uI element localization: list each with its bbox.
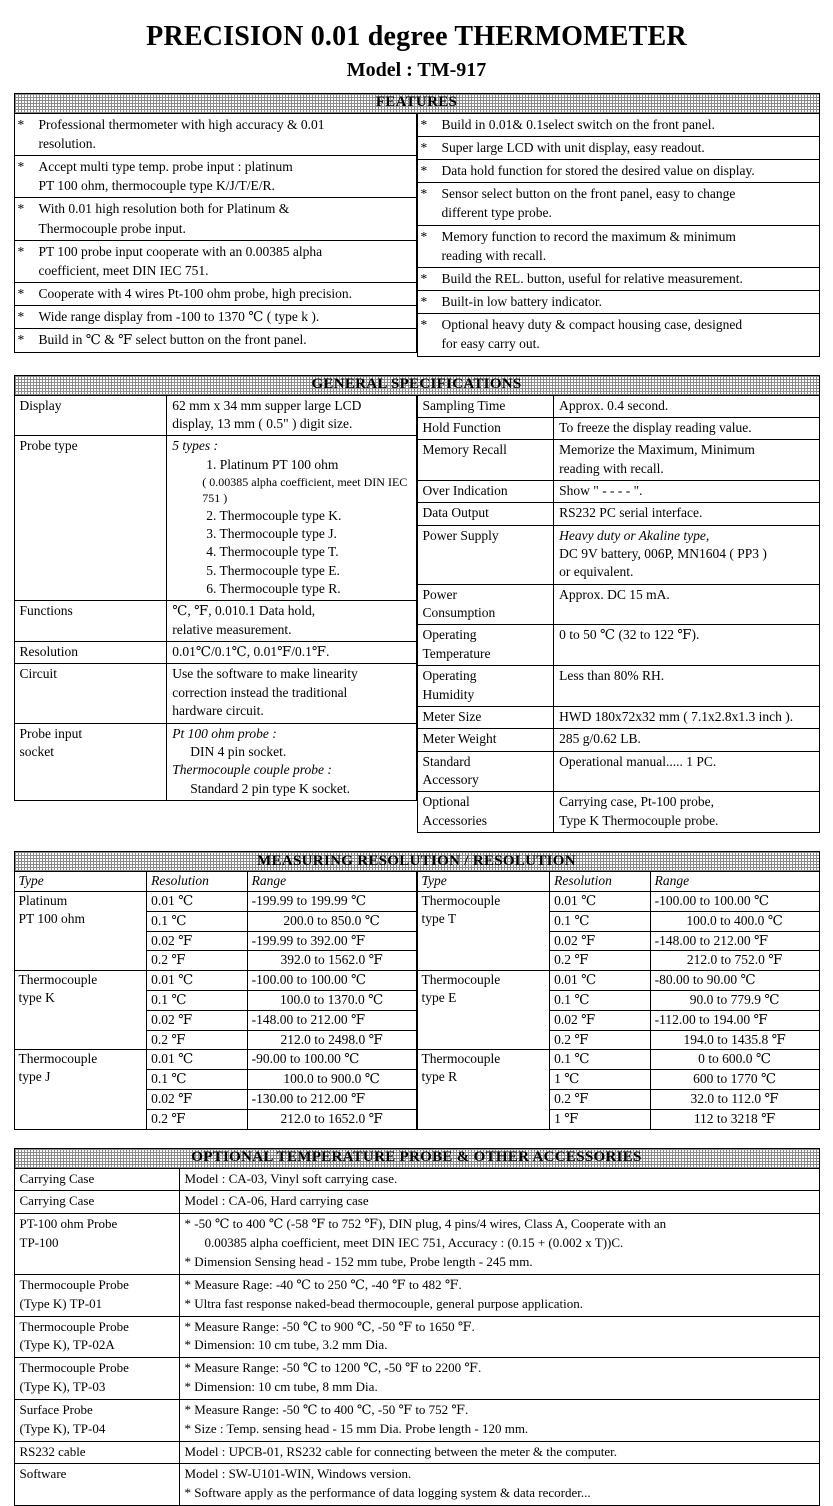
spec-value: Approx. DC 15 mA. bbox=[554, 584, 819, 625]
measuring-range-value: -112.00 to 194.00 ℉ bbox=[650, 1010, 819, 1030]
measuring-type: Thermocouple type R bbox=[417, 1050, 550, 1129]
spec-row bbox=[14, 664, 416, 723]
bullet-star-icon: * bbox=[14, 306, 36, 329]
accessory-description: Model : CA-06, Hard carrying case bbox=[179, 1191, 819, 1214]
spec-label: Power Consumption bbox=[417, 584, 554, 625]
measuring-header-range: Range bbox=[650, 872, 819, 892]
measuring-resolution-value: 0.2 ℉ bbox=[550, 951, 651, 971]
feature-row bbox=[14, 113, 416, 155]
feature-text: Wide range display from -100 to 1370 ℃ ( type k ). bbox=[36, 306, 417, 329]
features-columns bbox=[14, 113, 820, 357]
general-specifications-columns bbox=[14, 395, 820, 834]
measuring-range-value: -100.00 to 100.00 ℃ bbox=[650, 891, 819, 911]
accessory-label: RS232 cable bbox=[14, 1441, 179, 1464]
spec-row bbox=[417, 440, 819, 481]
feature-row bbox=[14, 240, 416, 282]
spec-row bbox=[14, 723, 416, 800]
measuring-header-type: Type bbox=[14, 872, 147, 892]
spec-value: 5 types : 1. Platinum PT 100 ohm ( 0.00385 alpha coefficient, meet DIN IEC 751 ) 2. Thermocouple type K. 3. Thermocouple type J. 4. Thermocouple type T. 5. Thermocouple type E. 6. Thermocouple type R. bbox=[167, 436, 416, 601]
feature-text: Sensor select button on the front panel, easy to change different type probe. bbox=[439, 183, 820, 225]
feature-text: Professional thermometer with high accuracy & 0.01 resolution. bbox=[36, 113, 417, 155]
spec-row bbox=[417, 395, 819, 417]
measuring-resolution-left-table bbox=[14, 871, 417, 1130]
feature-row bbox=[417, 183, 819, 225]
measuring-resolution-value: 0.02 ℉ bbox=[147, 931, 248, 951]
bullet-star-icon: * bbox=[14, 329, 36, 352]
feature-row bbox=[417, 267, 819, 290]
feature-text: With 0.01 high resolution both for Platinum & Thermocouple probe input. bbox=[36, 198, 417, 240]
spec-value: Heavy duty or Akaline type, DC 9V battery, 006P, MN1604 ( PP3 ) or equivalent. bbox=[554, 525, 819, 584]
spec-label: Resolution bbox=[14, 642, 167, 664]
accessory-label: Thermocouple Probe (Type K) TP-01 bbox=[14, 1274, 179, 1316]
measuring-resolution-value: 1 ℉ bbox=[550, 1109, 651, 1129]
spec-label: Operating Humidity bbox=[417, 666, 554, 707]
features-right-column bbox=[417, 113, 820, 357]
measuring-range-value: -130.00 to 212.00 ℉ bbox=[247, 1090, 416, 1110]
bullet-star-icon: * bbox=[417, 160, 439, 183]
measuring-resolution-banner bbox=[14, 851, 820, 871]
measuring-resolution-value: 0.1 ℃ bbox=[147, 911, 248, 931]
measuring-range-value: 112 to 3218 ℉ bbox=[650, 1109, 819, 1129]
bullet-star-icon: * bbox=[417, 314, 439, 356]
accessory-label: Carrying Case bbox=[14, 1191, 179, 1214]
measuring-type: Thermocouple type J bbox=[14, 1050, 147, 1129]
measuring-header-resolution: Resolution bbox=[147, 872, 248, 892]
feature-row bbox=[14, 156, 416, 198]
spec-label: Meter Weight bbox=[417, 729, 554, 751]
features-banner bbox=[14, 93, 820, 113]
feature-text: Cooperate with 4 wires Pt-100 ohm probe, high precision. bbox=[36, 283, 417, 306]
bullet-star-icon: * bbox=[417, 136, 439, 159]
measuring-range-value: -80.00 to 90.00 ℃ bbox=[650, 971, 819, 991]
bullet-star-icon: * bbox=[417, 225, 439, 267]
measuring-row bbox=[14, 971, 416, 991]
general-specifications-right-table bbox=[417, 395, 820, 834]
measuring-range-value: 32.0 to 112.0 ℉ bbox=[650, 1090, 819, 1110]
accessory-description: Model : SW-U101-WIN, Windows version. * Software apply as the performance of data logging system & data recorder... bbox=[179, 1464, 819, 1506]
measuring-resolution-value: 0.02 ℉ bbox=[550, 931, 651, 951]
optional-accessories-banner-label: OPTIONAL TEMPERATURE PROBE & OTHER ACCESSORIES bbox=[191, 1149, 642, 1166]
spec-label: Sampling Time bbox=[417, 395, 554, 417]
measuring-resolution-value: 1 ℃ bbox=[550, 1070, 651, 1090]
measuring-range-value: 212.0 to 2498.0 ℉ bbox=[247, 1030, 416, 1050]
measuring-resolution-value: 0.2 ℉ bbox=[550, 1090, 651, 1110]
accessory-description: Model : UPCB-01, RS232 cable for connecting between the meter & the computer. bbox=[179, 1441, 819, 1464]
measuring-resolution-value: 0.1 ℃ bbox=[550, 1050, 651, 1070]
measuring-row bbox=[417, 1050, 819, 1070]
features-left-column bbox=[14, 113, 417, 357]
accessory-row bbox=[14, 1399, 819, 1441]
spec-row bbox=[417, 729, 819, 751]
feature-row bbox=[417, 225, 819, 267]
measuring-header-type: Type bbox=[417, 872, 550, 892]
feature-row bbox=[14, 306, 416, 329]
general-specifications-right bbox=[417, 395, 820, 834]
measuring-resolution-value: 0.01 ℃ bbox=[147, 1050, 248, 1070]
features-right-table bbox=[417, 113, 820, 357]
measuring-resolution-right bbox=[417, 871, 820, 1130]
feature-row bbox=[14, 329, 416, 352]
measuring-row bbox=[417, 971, 819, 991]
measuring-row bbox=[14, 891, 416, 911]
spec-value: Use the software to make linearity correction instead the traditional hardware circuit. bbox=[167, 664, 416, 723]
measuring-type: Thermocouple type T bbox=[417, 891, 550, 970]
measuring-resolution-value: 0.01 ℃ bbox=[147, 971, 248, 991]
features-left-table bbox=[14, 113, 417, 353]
accessory-description: * Measure Range: -50 ℃ to 400 ℃, -50 ℉ to 752 ℉. * Size : Temp. sensing head - 15 mm Dia. Probe length - 120 mm. bbox=[179, 1399, 819, 1441]
bullet-star-icon: * bbox=[14, 283, 36, 306]
measuring-resolution-value: 0.01 ℃ bbox=[147, 891, 248, 911]
accessory-description: * Measure Range: -50 ℃ to 900 ℃, -50 ℉ to 1650 ℉. * Dimension: 10 cm tube, 3.2 mm Dia. bbox=[179, 1316, 819, 1358]
measuring-range-value: 194.0 to 1435.8 ℉ bbox=[650, 1030, 819, 1050]
spec-label: Optional Accessories bbox=[417, 792, 554, 833]
spec-label: Standard Accessory bbox=[417, 751, 554, 792]
measuring-resolution-value: 0.01 ℃ bbox=[550, 971, 651, 991]
feature-text: Build in ℃ & ℉ select button on the front panel. bbox=[36, 329, 417, 352]
accessory-label: Surface Probe (Type K), TP-04 bbox=[14, 1399, 179, 1441]
spec-label: Memory Recall bbox=[417, 440, 554, 481]
feature-text: Optional heavy duty & compact housing case, designed for easy carry out. bbox=[439, 314, 820, 356]
accessory-label: Carrying Case bbox=[14, 1168, 179, 1191]
spec-row bbox=[417, 706, 819, 728]
measuring-range-value: -199.99 to 199.99 ℃ bbox=[247, 891, 416, 911]
spec-row bbox=[14, 395, 416, 436]
accessory-label: PT-100 ohm Probe TP-100 bbox=[14, 1214, 179, 1275]
measuring-resolution-value: 0.2 ℉ bbox=[550, 1030, 651, 1050]
spec-value: 62 mm x 34 mm supper large LCD display, 13 mm ( 0.5" ) digit size. bbox=[167, 395, 416, 436]
feature-text: Built-in low battery indicator. bbox=[439, 291, 820, 314]
accessory-label: Thermocouple Probe (Type K), TP-03 bbox=[14, 1358, 179, 1400]
bullet-star-icon: * bbox=[417, 183, 439, 225]
spec-label: Operating Temperature bbox=[417, 625, 554, 666]
spec-value: Pt 100 ohm probe : DIN 4 pin socket. Thermocouple couple probe : Standard 2 pin type K socket. bbox=[167, 723, 416, 800]
spec-row bbox=[417, 525, 819, 584]
feature-text: Build the REL. button, useful for relative measurement. bbox=[439, 267, 820, 290]
accessory-row bbox=[14, 1441, 819, 1464]
features-banner-label: FEATURES bbox=[375, 94, 458, 111]
measuring-resolution-value: 0.02 ℉ bbox=[147, 1090, 248, 1110]
measuring-resolution-value: 0.02 ℉ bbox=[147, 1010, 248, 1030]
measuring-range-value: -148.00 to 212.00 ℉ bbox=[650, 931, 819, 951]
spec-label: Meter Size bbox=[417, 706, 554, 728]
measuring-resolution-value: 0.1 ℃ bbox=[147, 1070, 248, 1090]
spec-label: Data Output bbox=[417, 503, 554, 525]
measuring-resolution-banner-label: MEASURING RESOLUTION / RESOLUTION bbox=[257, 852, 576, 869]
measuring-resolution-value: 0.02 ℉ bbox=[550, 1010, 651, 1030]
feature-row bbox=[14, 283, 416, 306]
feature-row bbox=[417, 160, 819, 183]
accessory-row bbox=[14, 1214, 819, 1275]
feature-text: Build in 0.01& 0.1select switch on the front panel. bbox=[439, 113, 820, 136]
spec-label: Functions bbox=[14, 601, 167, 642]
measuring-resolution-value: 0.2 ℉ bbox=[147, 951, 248, 971]
bullet-star-icon: * bbox=[417, 267, 439, 290]
general-specifications-section bbox=[14, 375, 820, 834]
accessory-label: Thermocouple Probe (Type K), TP-02A bbox=[14, 1316, 179, 1358]
spec-value: Less than 80% RH. bbox=[554, 666, 819, 707]
bullet-star-icon: * bbox=[14, 240, 36, 282]
spec-label: Power Supply bbox=[417, 525, 554, 584]
measuring-resolution-value: 0.01 ℃ bbox=[550, 891, 651, 911]
page-title: PRECISION 0.01 degree THERMOMETER bbox=[146, 21, 687, 52]
measuring-range-value: 100.0 to 900.0 ℃ bbox=[247, 1070, 416, 1090]
spec-value: Show " - - - - ". bbox=[554, 480, 819, 502]
spec-value: 285 g/0.62 LB. bbox=[554, 729, 819, 751]
measuring-row bbox=[417, 891, 819, 911]
measuring-header-row bbox=[417, 872, 819, 892]
accessory-description: * -50 ℃ to 400 ℃ (-58 ℉ to 752 ℉), DIN plug, 4 pins/4 wires, Class A, Cooperate with an 0.00385 alpha coefficient, meet DIN IEC 751, Accuracy : (0.15 + (0.002 x T))C. * Dimension Sensing head - 152 mm tube, Probe length - 245 mm. bbox=[179, 1214, 819, 1275]
spec-value: Carrying case, Pt-100 probe, Type K Thermocouple probe. bbox=[554, 792, 819, 833]
measuring-range-value: 100.0 to 400.0 ℃ bbox=[650, 911, 819, 931]
general-specifications-left bbox=[14, 395, 417, 834]
spec-label: Probe input socket bbox=[14, 723, 167, 800]
spec-row bbox=[417, 480, 819, 502]
measuring-resolution-right-table bbox=[417, 871, 820, 1130]
measuring-header-row bbox=[14, 872, 416, 892]
measuring-type: Thermocouple type E bbox=[417, 971, 550, 1050]
general-specifications-banner bbox=[14, 375, 820, 395]
bullet-star-icon: * bbox=[417, 113, 439, 136]
spec-value: ℃, ℉, 0.010.1 Data hold, relative measurement. bbox=[167, 601, 416, 642]
feature-row bbox=[417, 291, 819, 314]
optional-accessories-section bbox=[14, 1148, 820, 1506]
spec-value: HWD 180x72x32 mm ( 7.1x2.8x1.3 inch ). bbox=[554, 706, 819, 728]
accessory-description: Model : CA-03, Vinyl soft carrying case. bbox=[179, 1168, 819, 1191]
bullet-star-icon: * bbox=[417, 291, 439, 314]
spec-row bbox=[14, 601, 416, 642]
spec-label: Probe type bbox=[14, 436, 167, 601]
spec-label: Over Indication bbox=[417, 480, 554, 502]
spec-row bbox=[417, 584, 819, 625]
accessory-row bbox=[14, 1358, 819, 1400]
spec-row bbox=[417, 792, 819, 833]
feature-text: Memory function to record the maximum & minimum reading with recall. bbox=[439, 225, 820, 267]
accessory-label: Software bbox=[14, 1464, 179, 1506]
measuring-type: Platinum PT 100 ohm bbox=[14, 891, 147, 970]
spec-row bbox=[14, 642, 416, 664]
feature-row bbox=[417, 136, 819, 159]
accessory-row bbox=[14, 1191, 819, 1214]
general-specifications-left-table bbox=[14, 395, 417, 801]
feature-text: Super large LCD with unit display, easy readout. bbox=[439, 136, 820, 159]
feature-text: Accept multi type temp. probe input : platinum PT 100 ohm, thermocouple type K/J/T/E/R. bbox=[36, 156, 417, 198]
measuring-row bbox=[14, 1050, 416, 1070]
measuring-resolution-left bbox=[14, 871, 417, 1130]
spec-value: Approx. 0.4 second. bbox=[554, 395, 819, 417]
bullet-star-icon: * bbox=[14, 113, 36, 155]
bullet-star-icon: * bbox=[14, 156, 36, 198]
feature-text: PT 100 probe input cooperate with an 0.00385 alpha coefficient, meet DIN IEC 751. bbox=[36, 240, 417, 282]
measuring-type: Thermocouple type K bbox=[14, 971, 147, 1050]
measuring-header-resolution: Resolution bbox=[550, 872, 651, 892]
model-number: Model : TM-917 bbox=[346, 58, 487, 81]
measuring-range-value: 0 to 600.0 ℃ bbox=[650, 1050, 819, 1070]
spec-row bbox=[417, 751, 819, 792]
measuring-resolution-value: 0.1 ℃ bbox=[147, 990, 248, 1010]
measuring-range-value: 100.0 to 1370.0 ℃ bbox=[247, 990, 416, 1010]
spec-row bbox=[14, 436, 416, 601]
measuring-range-value: -199.99 to 392.00 ℉ bbox=[247, 931, 416, 951]
measuring-range-value: 212.0 to 752.0 ℉ bbox=[650, 951, 819, 971]
measuring-range-value: 600 to 1770 ℃ bbox=[650, 1070, 819, 1090]
spec-row bbox=[417, 625, 819, 666]
accessory-row bbox=[14, 1274, 819, 1316]
spec-row bbox=[417, 417, 819, 439]
measuring-range-value: -90.00 to 100.00 ℃ bbox=[247, 1050, 416, 1070]
spec-value: To freeze the display reading value. bbox=[554, 417, 819, 439]
accessory-description: * Measure Rage: -40 ℃ to 250 ℃, -40 ℉ to 482 ℉. * Ultra fast response naked-bead thermocouple, general purpose application. bbox=[179, 1274, 819, 1316]
measuring-range-value: 212.0 to 1652.0 ℉ bbox=[247, 1109, 416, 1129]
measuring-range-value: -100.00 to 100.00 ℃ bbox=[247, 971, 416, 991]
measuring-range-value: 90.0 to 779.9 ℃ bbox=[650, 990, 819, 1010]
spec-value: Memorize the Maximum, Minimum reading with recall. bbox=[554, 440, 819, 481]
spec-value: 0 to 50 ℃ (32 to 122 ℉). bbox=[554, 625, 819, 666]
measuring-resolution-value: 0.1 ℃ bbox=[550, 911, 651, 931]
accessory-description: * Measure Range: -50 ℃ to 1200 ℃, -50 ℉ to 2200 ℉. * Dimension: 10 cm tube, 8 mm Dia. bbox=[179, 1358, 819, 1400]
spec-row bbox=[417, 666, 819, 707]
spec-value: Operational manual..... 1 PC. bbox=[554, 751, 819, 792]
title-block bbox=[0, 0, 833, 81]
measuring-range-value: 200.0 to 850.0 ℃ bbox=[247, 911, 416, 931]
feature-row bbox=[14, 198, 416, 240]
measuring-resolution-section bbox=[14, 851, 820, 1130]
optional-accessories-banner bbox=[14, 1148, 820, 1168]
measuring-resolution-value: 0.2 ℉ bbox=[147, 1030, 248, 1050]
feature-text: Data hold function for stored the desired value on display. bbox=[439, 160, 820, 183]
measuring-resolution-value: 0.1 ℃ bbox=[550, 990, 651, 1010]
feature-row bbox=[417, 113, 819, 136]
measuring-range-value: 392.0 to 1562.0 ℉ bbox=[247, 951, 416, 971]
measuring-range-value: -148.00 to 212.00 ℉ bbox=[247, 1010, 416, 1030]
feature-row bbox=[417, 314, 819, 356]
measuring-resolution-value: 0.2 ℉ bbox=[147, 1109, 248, 1129]
measuring-header-range: Range bbox=[247, 872, 416, 892]
bullet-star-icon: * bbox=[14, 198, 36, 240]
spec-label: Hold Function bbox=[417, 417, 554, 439]
spec-value: RS232 PC serial interface. bbox=[554, 503, 819, 525]
accessory-row bbox=[14, 1464, 819, 1506]
measuring-resolution-columns bbox=[14, 871, 820, 1130]
features-section bbox=[14, 93, 820, 357]
spec-label: Display bbox=[14, 395, 167, 436]
spec-value: 0.01℃/0.1℃, 0.01℉/0.1℉. bbox=[167, 642, 416, 664]
optional-accessories-table bbox=[14, 1168, 820, 1506]
accessory-row bbox=[14, 1316, 819, 1358]
spec-row bbox=[417, 503, 819, 525]
general-specifications-banner-label: GENERAL SPECIFICATIONS bbox=[311, 376, 522, 393]
accessory-row bbox=[14, 1168, 819, 1191]
spec-label: Circuit bbox=[14, 664, 167, 723]
